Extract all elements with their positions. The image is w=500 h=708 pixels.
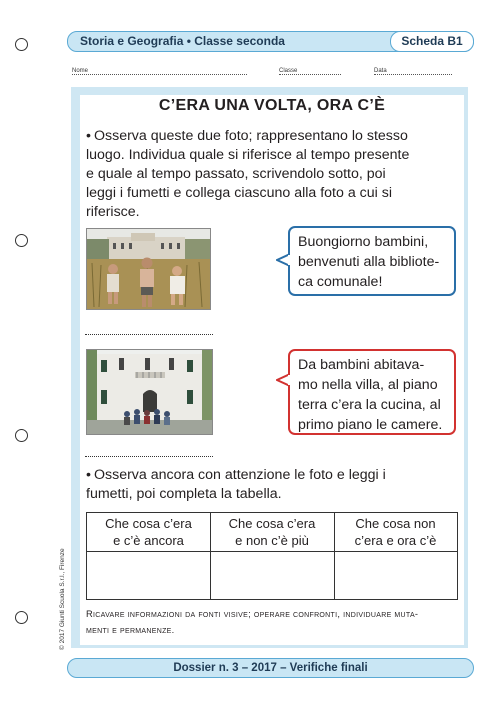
bubble-line: mo nella villa, al piano	[298, 377, 438, 393]
bubble-line: primo piano le camere.	[298, 417, 443, 433]
bubble-line: benvenuti alla bibliote-	[298, 254, 440, 270]
bubble-tail-icon	[276, 373, 290, 387]
class-label: Classe	[279, 68, 298, 74]
table-header-line: c’era e ora c’è	[354, 533, 437, 548]
name-label: Nome	[72, 68, 89, 74]
table-header-cell	[87, 515, 210, 549]
binder-hole	[15, 38, 28, 51]
binder-hole	[15, 234, 28, 247]
learning-objective-note	[86, 606, 462, 638]
date-label: Data	[374, 68, 387, 74]
bullet-icon: •	[86, 128, 91, 144]
comparison-table	[86, 512, 458, 600]
footnote-line: Ricavare informazioni da fonti visive; operare confronti, individuare muta-	[86, 609, 419, 619]
answer-line-photo-2[interactable]	[85, 455, 213, 457]
table-header-line: e c’è ancora	[113, 533, 184, 548]
table-header-line: Che cosa non	[355, 516, 436, 531]
table-header-cell	[334, 515, 457, 549]
header-bar	[67, 31, 474, 52]
subject-label: Storia e Geografia • Classe seconda	[80, 34, 285, 48]
worksheet-title: C’ERA UNA VOLTA, ORA C’È	[158, 97, 386, 114]
photo-past	[86, 228, 211, 310]
instruction-2-line: fumetti, poi completa la tabella.	[86, 486, 282, 502]
instruction-1-line: luogo. Individua quale si riferisce al tempo presente	[86, 147, 410, 163]
speech-bubble-library[interactable]	[288, 226, 456, 296]
photo-present	[86, 349, 213, 435]
speech-bubble-villa[interactable]	[288, 349, 456, 435]
bubble-line: ca comunale!	[298, 274, 383, 290]
bullet-icon: •	[86, 467, 91, 483]
answer-line-photo-1[interactable]	[85, 333, 213, 335]
instruction-1-line: Osserva queste due foto; rappresentano lo stesso	[93, 128, 408, 144]
instruction-1	[86, 127, 462, 222]
table-header-line: Che cosa c’era	[105, 516, 192, 531]
table-header-line: e non c’è più	[235, 533, 309, 548]
table-header-cell	[210, 515, 334, 549]
binder-hole	[15, 429, 28, 442]
footnote-line: menti e permanenze.	[86, 625, 175, 635]
bubble-line: terra c’era la cucina, al	[298, 397, 441, 413]
binder-hole	[15, 611, 28, 624]
sheet-label: Scheda B1	[390, 31, 474, 52]
instruction-2	[86, 466, 462, 504]
instruction-1-line: e quale al tempo passato, scrivendolo sotto, poi	[86, 166, 386, 182]
copyright-notice: © 2017 Giunti Scuola S.r.l., Firenze	[59, 548, 66, 650]
instruction-1-line: leggi i fumetti e collega ciascuno alla foto a cui si	[86, 185, 392, 201]
student-fields	[72, 68, 472, 78]
bubble-tail-icon	[276, 253, 290, 267]
footer-bar: Dossier n. 3 – 2017 – Verifiche finali	[67, 658, 474, 678]
instruction-2-line: Osserva ancora con attenzione le foto e leggi i	[93, 467, 386, 483]
table-answer-cell[interactable]	[87, 552, 210, 599]
table-header-line: Che cosa c’era	[228, 516, 316, 531]
instruction-1-line: riferisce.	[86, 204, 140, 220]
table-answer-cell[interactable]	[211, 552, 334, 599]
bubble-line: Buongiorno bambini,	[298, 234, 429, 250]
bubble-line: Da bambini abitava-	[298, 357, 425, 373]
table-answer-cell[interactable]	[335, 552, 457, 599]
